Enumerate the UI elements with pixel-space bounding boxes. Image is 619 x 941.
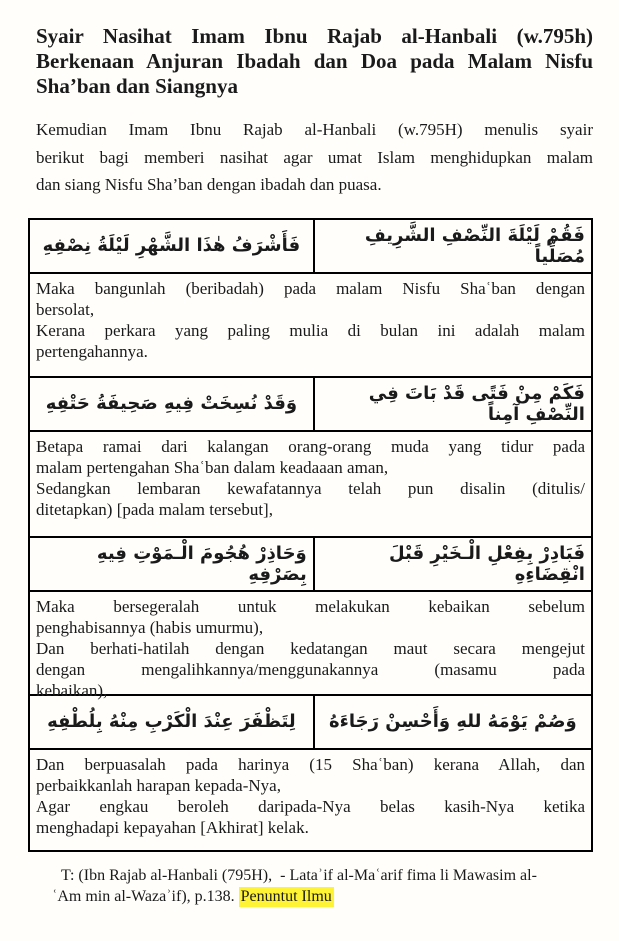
verse-table xyxy=(28,218,593,852)
translation-line: Maka bersegeralah untuk melakukan kebaikan sebelum xyxy=(36,596,585,616)
intro-paragraph xyxy=(36,116,593,199)
translation-row xyxy=(30,750,591,850)
translation-line: Sedangkan lembaran kewafatannya telah pun disalin (ditulis/ xyxy=(36,478,585,498)
verse-first-hemistich: وَصُمْ يَوْمَهُ للهِ وَأَحْسِنْ رَجَاءَهُ xyxy=(313,696,591,748)
verse-second-hemistich: وَقَدْ نُسِخَتْ فِيهِ صَحِيفَةُ حَتْفِهِ xyxy=(45,393,298,414)
translation-row xyxy=(30,592,591,701)
verse-row xyxy=(30,538,591,592)
title-line: Berkenaan Anjuran Ibadah dan Doa pada Malam Nisfu xyxy=(36,49,593,73)
translation-line: pertengahannya. xyxy=(36,342,148,362)
verse-first-hemistich: فَقُمْ لَيْلَةَ النِّصْفِ الشَّرِيفِ مُصَلِّياً xyxy=(313,220,591,272)
verse-first-hemistich: فَكَمْ مِنْ فَتًى قَدْ بَاتَ فِي النِّصْفِ آمِناً xyxy=(313,378,591,430)
translation-line: Agar engkau beroleh daripada-Nya belas kasih-Nya ketika xyxy=(36,796,585,816)
citation xyxy=(52,865,593,908)
translation-line: Maka bangunlah (beribadah) pada malam Nisfu Shaʿban dengan xyxy=(36,278,585,298)
translation-line: Kerana perkara yang paling mulia di bulan ini adalah malam xyxy=(36,320,585,340)
title-line: Syair Nasihat Imam Ibnu Rajab al-Hanbali (w.795h) xyxy=(36,24,593,48)
translation-line: kebaikan), xyxy=(36,681,108,701)
translation-line: bersolat, xyxy=(36,299,95,319)
intro-line: Kemudian Imam Ibnu Rajab al-Hanbali (w.795H) menulis syair xyxy=(36,120,593,139)
verse-row xyxy=(30,220,591,274)
intro-line: dan siang Nisfu Sha’ban dengan ibadah dan puasa. xyxy=(36,175,382,194)
page-title xyxy=(36,24,593,99)
verse-first-hemistich: فَبَادِرْ بِفِعْلِ الْـخَيْرِ قَبْلَ انْقِضَاءِهِ xyxy=(313,538,591,590)
verse-second-hemistich: فَأَشْرَفُ هٰذَا الشَّهْرِ لَيْلَةُ نِصْفِهِ xyxy=(42,235,301,256)
translation-line: penghabisannya (habis umurmu), xyxy=(36,617,264,637)
verse-second-hemistich: لِتَظْفَرَ عِنْدَ الْكَرْبِ مِنْهُ بِلُطْفِهِ xyxy=(47,711,296,732)
translation-line: Betapa ramai dari kalangan orang-orang muda yang tidur pada xyxy=(36,436,585,456)
verse-row xyxy=(30,696,591,750)
translation-line: dengan mengalihkannya/menggunakannya (masamu pada xyxy=(36,660,585,680)
translation-line: malam pertengahan Shaʿban dalam keadaaan aman, xyxy=(36,457,389,477)
highlight-penuntut-ilmu: Penuntut Ilmu xyxy=(240,888,332,905)
translation-line: Dan berhati-hatilah dengan kedatangan maut secara mengejut xyxy=(36,638,585,658)
verse-row xyxy=(30,378,591,432)
translation-line: perbaikkanlah harapan kepada-Nya, xyxy=(36,775,281,795)
translation-row xyxy=(30,432,591,538)
citation-line: T: (Ibn Rajab al-Hanbali (795H), - Lataʾif al-Maʿarif fima li Mawasim al- xyxy=(61,866,537,884)
translation-line: ditetapkan) [pada malam tersebut], xyxy=(36,500,273,520)
translation-line: Dan berpuasalah pada harinya (15 Shaʿban) kerana Allah, dan xyxy=(36,754,585,774)
title-line: Sha’ban dan Siangnya xyxy=(36,74,238,98)
verse-second-hemistich: وَحَاذِرْ هُجُومَ الْـمَوْتِ فِيهِ بِصَرْفِهِ xyxy=(96,542,307,585)
citation-line xyxy=(52,886,593,908)
translation-line: menghadapi kepayahan [Akhirat] kelak. xyxy=(36,818,309,838)
intro-line: berikut bagi memberi nasihat agar umat Islam menghidupkan malam xyxy=(36,147,593,167)
citation-text: ʿAm min al-Wazaʾif), p.138. xyxy=(52,888,239,905)
translation-row xyxy=(30,274,591,378)
